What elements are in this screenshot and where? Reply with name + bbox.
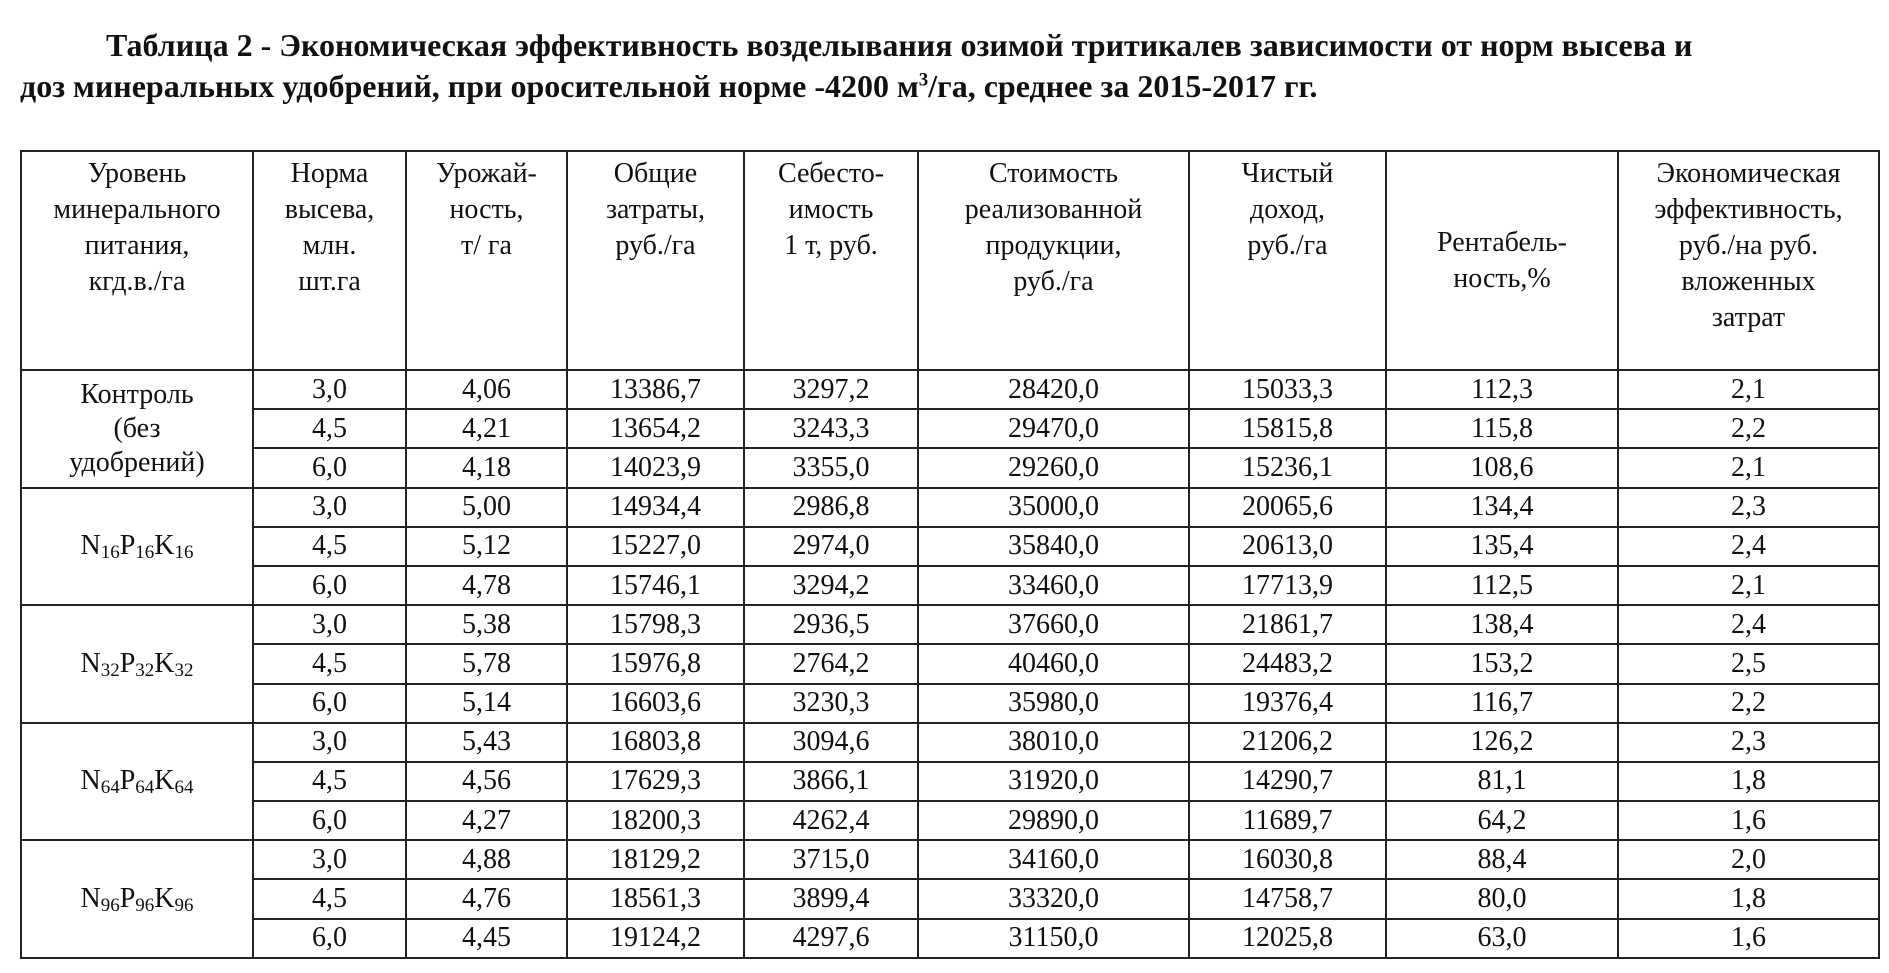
nutrient-symbol: K bbox=[154, 647, 175, 679]
table-cell: 135,4 bbox=[1386, 527, 1618, 566]
caption-line-2 bbox=[20, 68, 1317, 104]
table-cell: 4,5 bbox=[253, 879, 406, 918]
table-cell: 15236,1 bbox=[1189, 448, 1386, 487]
column-header-line: т/ га bbox=[461, 230, 512, 261]
table-cell: 63,0 bbox=[1386, 919, 1618, 958]
column-header bbox=[1618, 151, 1879, 370]
column-header-line: вложенных bbox=[1681, 266, 1816, 297]
column-header-line: затрат bbox=[1711, 302, 1786, 333]
table-cell: 3355,0 bbox=[744, 448, 918, 487]
table-cell: 2986,8 bbox=[744, 488, 918, 527]
nutrient-dose: 32 bbox=[100, 659, 120, 681]
table-body bbox=[21, 370, 1879, 958]
table-row bbox=[21, 409, 1879, 448]
table-cell: 18129,2 bbox=[567, 840, 744, 879]
table-cell: 34160,0 bbox=[918, 840, 1189, 879]
table-row bbox=[21, 840, 1879, 879]
column-header bbox=[1189, 151, 1386, 370]
table-cell: 4,5 bbox=[253, 409, 406, 448]
column-header-line: имость bbox=[788, 194, 874, 225]
table-cell: 3,0 bbox=[253, 723, 406, 762]
nutrient-symbol: P bbox=[119, 883, 136, 915]
table-cell: 3243,3 bbox=[744, 409, 918, 448]
table-cell: 3899,4 bbox=[744, 879, 918, 918]
table-cell: 15746,1 bbox=[567, 566, 744, 605]
column-header-line: Норма bbox=[290, 158, 369, 189]
nutrient-symbol: K bbox=[154, 883, 175, 915]
column-header bbox=[21, 151, 253, 370]
fertilizer-level-line: удобрений) bbox=[69, 446, 205, 478]
table-cell: 4,78 bbox=[406, 566, 567, 605]
nutrient-dose: 96 bbox=[135, 895, 155, 917]
table-cell: 40460,0 bbox=[918, 644, 1189, 683]
table-cell: 2,2 bbox=[1618, 684, 1879, 723]
table-cell: 28420,0 bbox=[918, 370, 1189, 409]
caption-line-2-text: доз минеральных удобрений, при оросительной норме -4200 м bbox=[20, 68, 919, 104]
table-cell: 24483,2 bbox=[1189, 644, 1386, 683]
column-header bbox=[567, 151, 744, 370]
nutrient-dose: 32 bbox=[135, 659, 155, 681]
table-cell: 5,14 bbox=[406, 684, 567, 723]
table-cell: 15815,8 bbox=[1189, 409, 1386, 448]
table-cell: 1,6 bbox=[1618, 919, 1879, 958]
table-cell: 81,1 bbox=[1386, 762, 1618, 801]
column-header-line: ность, bbox=[449, 194, 524, 225]
table-caption bbox=[20, 25, 1880, 107]
table-cell: 11689,7 bbox=[1189, 801, 1386, 840]
column-header-line: реализованной bbox=[964, 194, 1143, 225]
table-cell: 35840,0 bbox=[918, 527, 1189, 566]
table-cell: 38010,0 bbox=[918, 723, 1189, 762]
table-cell: 2,4 bbox=[1618, 605, 1879, 644]
table-cell: 3294,2 bbox=[744, 566, 918, 605]
table-cell: 3230,3 bbox=[744, 684, 918, 723]
table-cell: 4297,6 bbox=[744, 919, 918, 958]
column-header-line: продукции, bbox=[985, 230, 1122, 261]
table-cell: 35000,0 bbox=[918, 488, 1189, 527]
table-cell: 4262,4 bbox=[744, 801, 918, 840]
cubic-superscript: 3 bbox=[918, 69, 929, 91]
table-cell: 15976,8 bbox=[567, 644, 744, 683]
table-cell: 6,0 bbox=[253, 566, 406, 605]
nutrient-dose: 16 bbox=[135, 542, 155, 564]
table-cell: 3,0 bbox=[253, 370, 406, 409]
table-cell: 3,0 bbox=[253, 840, 406, 879]
table-cell: 153,2 bbox=[1386, 644, 1618, 683]
table-cell: 6,0 bbox=[253, 801, 406, 840]
table-row bbox=[21, 879, 1879, 918]
table-cell: 5,00 bbox=[406, 488, 567, 527]
table-cell: 17629,3 bbox=[567, 762, 744, 801]
table-cell: 4,45 bbox=[406, 919, 567, 958]
table-cell: 2,0 bbox=[1618, 840, 1879, 879]
table-cell: 14934,4 bbox=[567, 488, 744, 527]
column-header-line: Экономическая bbox=[1656, 158, 1841, 189]
column-header-line: Чистый bbox=[1241, 158, 1334, 189]
table-cell: 3715,0 bbox=[744, 840, 918, 879]
table-cell: 14023,9 bbox=[567, 448, 744, 487]
table-cell: 6,0 bbox=[253, 919, 406, 958]
fertilizer-level-cell bbox=[21, 605, 253, 723]
column-header-line: руб./на руб. bbox=[1678, 230, 1819, 261]
column-header bbox=[1386, 151, 1618, 370]
column-header-line: Урожай- bbox=[436, 158, 537, 189]
table-cell: 1,6 bbox=[1618, 801, 1879, 840]
table-cell: 2,3 bbox=[1618, 488, 1879, 527]
table-cell: 3,0 bbox=[253, 488, 406, 527]
nutrient-dose: 32 bbox=[174, 659, 194, 681]
table-cell: 4,5 bbox=[253, 527, 406, 566]
table-cell: 2,2 bbox=[1618, 409, 1879, 448]
table-cell: 20065,6 bbox=[1189, 488, 1386, 527]
table-cell: 2,4 bbox=[1618, 527, 1879, 566]
table-cell: 80,0 bbox=[1386, 879, 1618, 918]
table-cell: 29470,0 bbox=[918, 409, 1189, 448]
table-cell: 112,5 bbox=[1386, 566, 1618, 605]
table-row bbox=[21, 370, 1879, 409]
nutrient-dose: 64 bbox=[135, 777, 155, 799]
nutrient-symbol: N bbox=[80, 530, 101, 562]
table-cell: 18200,3 bbox=[567, 801, 744, 840]
caption-line-1: Таблица 2 - Экономическая эффективность возделывания озимой тритикалев зависимости от норм высева и bbox=[106, 27, 1693, 63]
column-header-line: руб./га bbox=[615, 230, 696, 261]
table-cell: 6,0 bbox=[253, 684, 406, 723]
table-cell: 18561,3 bbox=[567, 879, 744, 918]
table-cell: 64,2 bbox=[1386, 801, 1618, 840]
fertilizer-level-line: (без bbox=[113, 412, 161, 444]
nutrient-symbol: N bbox=[80, 883, 101, 915]
column-header-line: Рентабель- bbox=[1437, 226, 1567, 258]
table-cell: 33460,0 bbox=[918, 566, 1189, 605]
table-cell: 3,0 bbox=[253, 605, 406, 644]
table-cell: 5,38 bbox=[406, 605, 567, 644]
table-cell: 29890,0 bbox=[918, 801, 1189, 840]
table-cell: 3866,1 bbox=[744, 762, 918, 801]
table-cell: 15033,3 bbox=[1189, 370, 1386, 409]
table-row bbox=[21, 527, 1879, 566]
table-cell: 126,2 bbox=[1386, 723, 1618, 762]
column-header-line: Стоимость bbox=[988, 158, 1118, 189]
table-row bbox=[21, 566, 1879, 605]
table-cell: 108,6 bbox=[1386, 448, 1618, 487]
column-header-line: высева, bbox=[284, 194, 375, 225]
table-row bbox=[21, 684, 1879, 723]
table-cell: 37660,0 bbox=[918, 605, 1189, 644]
table-cell: 17713,9 bbox=[1189, 566, 1386, 605]
table-cell: 2764,2 bbox=[744, 644, 918, 683]
table-cell: 15227,0 bbox=[567, 527, 744, 566]
nutrient-dose: 16 bbox=[100, 542, 120, 564]
nutrient-dose: 96 bbox=[100, 895, 120, 917]
table-cell: 5,12 bbox=[406, 527, 567, 566]
table-cell: 29260,0 bbox=[918, 448, 1189, 487]
fertilizer-level-line: Контроль bbox=[80, 378, 194, 410]
column-header-line: млн. bbox=[302, 230, 357, 261]
column-header bbox=[406, 151, 567, 370]
economics-table bbox=[20, 150, 1880, 959]
caption-line-2-tail: /га, среднее за 2015-2017 гг. bbox=[928, 68, 1318, 104]
table-cell: 14290,7 bbox=[1189, 762, 1386, 801]
nutrient-symbol: P bbox=[119, 765, 136, 797]
table-row bbox=[21, 644, 1879, 683]
table-cell: 2,3 bbox=[1618, 723, 1879, 762]
table-cell: 13654,2 bbox=[567, 409, 744, 448]
column-header bbox=[744, 151, 918, 370]
table-cell: 3094,6 bbox=[744, 723, 918, 762]
nutrient-dose: 64 bbox=[100, 777, 120, 799]
nutrient-symbol: K bbox=[154, 530, 175, 562]
table-cell: 21861,7 bbox=[1189, 605, 1386, 644]
nutrient-symbol: P bbox=[119, 530, 136, 562]
table-cell: 31920,0 bbox=[918, 762, 1189, 801]
fertilizer-level-cell bbox=[21, 840, 253, 958]
nutrient-symbol: N bbox=[80, 647, 101, 679]
table-cell: 4,5 bbox=[253, 644, 406, 683]
nutrient-symbol: P bbox=[119, 647, 136, 679]
fertilizer-level-cell bbox=[21, 370, 253, 488]
column-header-line: эффективность, bbox=[1654, 194, 1843, 225]
table-cell: 134,4 bbox=[1386, 488, 1618, 527]
table-cell: 16030,8 bbox=[1189, 840, 1386, 879]
table-row bbox=[21, 801, 1879, 840]
table-cell: 112,3 bbox=[1386, 370, 1618, 409]
table-cell: 12025,8 bbox=[1189, 919, 1386, 958]
column-header-line: Общие bbox=[613, 158, 698, 189]
table-cell: 4,56 bbox=[406, 762, 567, 801]
table-cell: 13386,7 bbox=[567, 370, 744, 409]
table-cell: 2974,0 bbox=[744, 527, 918, 566]
table-cell: 3297,2 bbox=[744, 370, 918, 409]
column-header-line: минерального bbox=[53, 194, 221, 225]
column-header-line: руб./га bbox=[1247, 230, 1328, 261]
column-header bbox=[918, 151, 1189, 370]
table-row bbox=[21, 605, 1879, 644]
table-cell: 2,5 bbox=[1618, 644, 1879, 683]
nutrient-symbol: N bbox=[80, 765, 101, 797]
table-row bbox=[21, 919, 1879, 958]
column-header-line: шт.га bbox=[298, 266, 361, 297]
table-cell: 2,1 bbox=[1618, 370, 1879, 409]
table-cell: 5,43 bbox=[406, 723, 567, 762]
table-cell: 138,4 bbox=[1386, 605, 1618, 644]
table-cell: 31150,0 bbox=[918, 919, 1189, 958]
table-cell: 19376,4 bbox=[1189, 684, 1386, 723]
column-header-line: кгд.в./га bbox=[88, 266, 186, 297]
table-cell: 4,21 bbox=[406, 409, 567, 448]
table-cell: 4,18 bbox=[406, 448, 567, 487]
nutrient-symbol: K bbox=[154, 765, 175, 797]
table-cell: 16603,6 bbox=[567, 684, 744, 723]
table-cell: 14758,7 bbox=[1189, 879, 1386, 918]
table-cell: 1,8 bbox=[1618, 762, 1879, 801]
table-cell: 19124,2 bbox=[567, 919, 744, 958]
fertilizer-level-cell bbox=[21, 723, 253, 841]
table-cell: 115,8 bbox=[1386, 409, 1618, 448]
table-cell: 15798,3 bbox=[567, 605, 744, 644]
nutrient-dose: 16 bbox=[174, 542, 194, 564]
table-cell: 21206,2 bbox=[1189, 723, 1386, 762]
table-row bbox=[21, 723, 1879, 762]
table-row bbox=[21, 762, 1879, 801]
table-cell: 2,1 bbox=[1618, 566, 1879, 605]
table-row bbox=[21, 448, 1879, 487]
table-cell: 88,4 bbox=[1386, 840, 1618, 879]
table-cell: 5,78 bbox=[406, 644, 567, 683]
column-header-line: 1 т, руб. bbox=[784, 230, 878, 261]
table-cell: 35980,0 bbox=[918, 684, 1189, 723]
column-header-line: Уровень bbox=[87, 158, 187, 189]
column-header-line: питания, bbox=[84, 230, 190, 261]
column-header bbox=[253, 151, 406, 370]
table-cell: 1,8 bbox=[1618, 879, 1879, 918]
column-header-line: доход, bbox=[1250, 194, 1325, 225]
table-cell: 2,1 bbox=[1618, 448, 1879, 487]
table-cell: 20613,0 bbox=[1189, 527, 1386, 566]
nutrient-dose: 64 bbox=[174, 777, 194, 799]
fertilizer-level-cell bbox=[21, 488, 253, 606]
column-header-line: затраты, bbox=[605, 194, 706, 225]
table-cell: 4,06 bbox=[406, 370, 567, 409]
table-cell: 4,76 bbox=[406, 879, 567, 918]
table-cell: 33320,0 bbox=[918, 879, 1189, 918]
column-header-line: руб./га bbox=[1013, 266, 1094, 297]
table-row bbox=[21, 488, 1879, 527]
table-cell: 6,0 bbox=[253, 448, 406, 487]
table-cell: 16803,8 bbox=[567, 723, 744, 762]
column-header-line: ность,% bbox=[1453, 262, 1551, 294]
table-cell: 4,88 bbox=[406, 840, 567, 879]
header-row bbox=[21, 151, 1879, 370]
column-header-line: Себесто- bbox=[777, 158, 885, 189]
nutrient-dose: 96 bbox=[174, 895, 194, 917]
table-cell: 116,7 bbox=[1386, 684, 1618, 723]
table-cell: 2936,5 bbox=[744, 605, 918, 644]
table-cell: 4,5 bbox=[253, 762, 406, 801]
table-cell: 4,27 bbox=[406, 801, 567, 840]
